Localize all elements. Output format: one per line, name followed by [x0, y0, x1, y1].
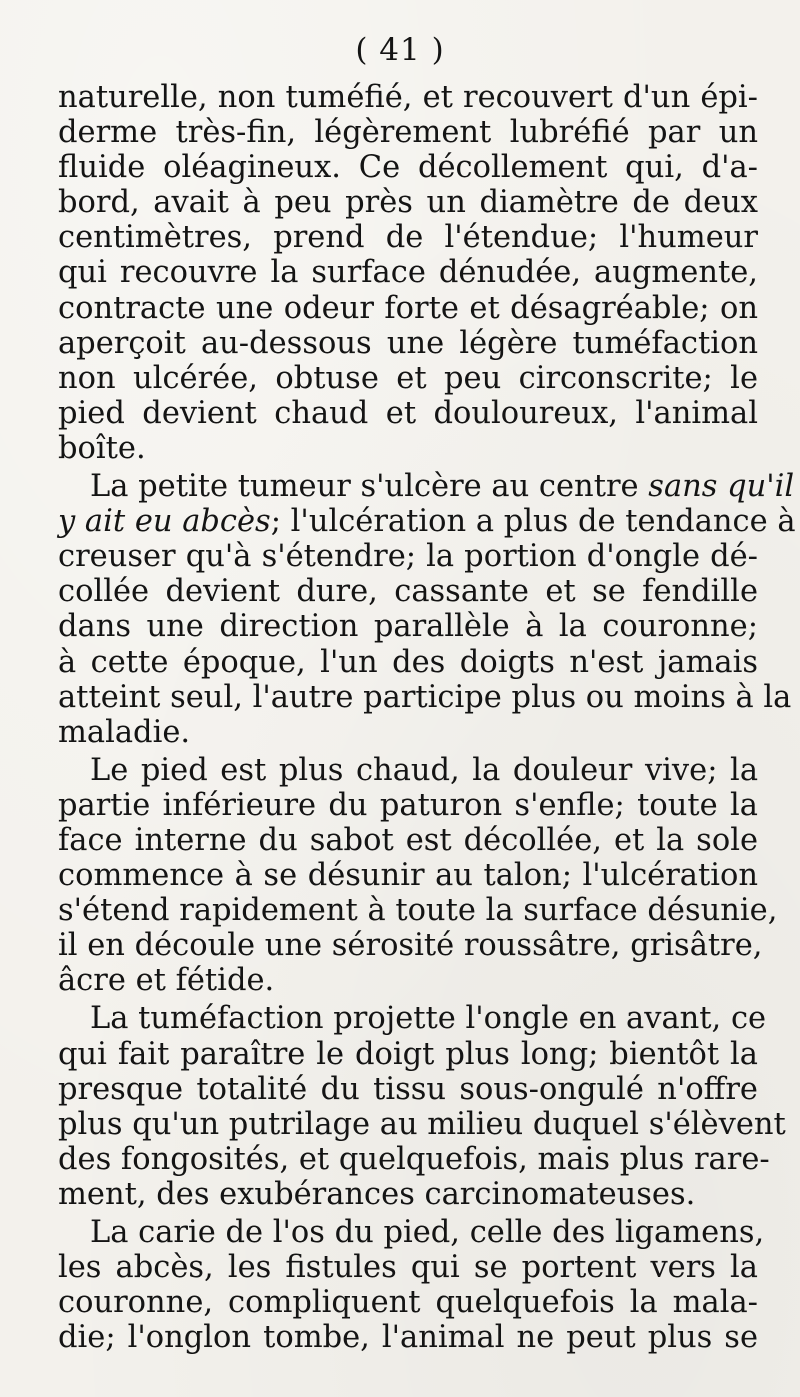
text-line: qui recouvre la surface dénudée, augmente,: [58, 255, 758, 291]
text-line: Le pied est plus chaud, la douleur vive; la: [90, 752, 758, 788]
text-line: aperçoit au-dessous une légère tuméfaction: [58, 325, 758, 361]
text-line: die; l'onglon tombe, l'animal ne peut plus se: [58, 1320, 758, 1356]
text-line: commence à se désunir au talon; l'ulcération: [58, 858, 758, 894]
text-line: naturelle, non tuméfié, et recouvert d'un épi-: [58, 80, 758, 115]
text-line: boîte.: [58, 430, 146, 466]
text-line: non ulcérée, obtuse et peu circonscrite; le: [58, 360, 758, 396]
text-line: maladie.: [58, 714, 191, 750]
text-line: presque totalité du tissu sous-ongulé n'offre: [58, 1071, 758, 1107]
page-number: ( 41 ): [355, 32, 445, 68]
text-line: plus qu'un putrilage au milieu duquel s'élèvent: [58, 1106, 786, 1142]
text-line: à cette époque, l'un des doigts n'est jamais: [58, 644, 758, 680]
text-line: dans une direction parallèle à la couronne;: [58, 609, 758, 645]
text-line: collée devient dure, cassante et se fendille: [58, 574, 758, 610]
text-line: fluide oléagineux. Ce décollement qui, d'a-: [58, 150, 758, 186]
text-line: face interne du sabot est décollée, et la sole: [58, 822, 758, 858]
paragraph-2: [58, 469, 796, 750]
text-line: La carie de l'os du pied, celle des ligamens,: [90, 1215, 765, 1250]
body-text: [58, 80, 796, 1356]
paragraph-1: [58, 80, 758, 466]
text-line: partie inférieure du paturon s'enfle; toute la: [58, 787, 758, 823]
italic-text: sans qu'il: [648, 469, 795, 505]
text-line: des fongosités, et quelquefois, mais plus rare-: [58, 1141, 770, 1177]
text-line: centimètres, prend de l'étendue; l'humeur: [58, 220, 758, 256]
paragraph-5: [58, 1215, 765, 1356]
text-line: derme très-fin, légèrement lubréfié par un: [58, 115, 758, 151]
text-line: il en découle une sérosité roussâtre, grisâtre,: [58, 928, 763, 964]
paragraph-3: [58, 752, 778, 999]
text-line: La tuméfaction projette l'ongle en avant, ce: [90, 1001, 767, 1037]
text-line: s'étend rapidement à toute la surface désunie,: [58, 893, 778, 929]
italic-text: y ait eu abcès: [58, 504, 271, 540]
text-line: atteint seul, l'autre participe plus ou moins à la: [58, 679, 792, 715]
text-line: bord, avait à peu près un diamètre de deux: [58, 185, 758, 221]
text-line: couronne, compliquent quelquefois la mala-: [58, 1285, 758, 1321]
text-line: creuser qu'à s'étendre; la portion d'ongle dé-: [58, 539, 758, 575]
text-line: qui fait paraître le doigt plus long; bientôt la: [58, 1036, 758, 1072]
text-line: âcre et fétide.: [58, 963, 275, 999]
text-line: contracte une odeur forte et désagréable; on: [58, 290, 758, 326]
text-line: les abcès, les fistules qui se portent vers la: [58, 1250, 758, 1286]
text-line: [58, 504, 796, 540]
text-line: ment, des exubérances carcinomateuses.: [58, 1176, 696, 1212]
text-line: [58, 469, 795, 505]
text-segment: ; l'ulcération a plus de tendance à: [270, 504, 796, 540]
paragraph-4: [58, 1001, 786, 1212]
text-segment: La petite tumeur s'ulcère au centre: [90, 469, 639, 505]
text-line: pied devient chaud et douloureux, l'animal: [58, 395, 758, 431]
